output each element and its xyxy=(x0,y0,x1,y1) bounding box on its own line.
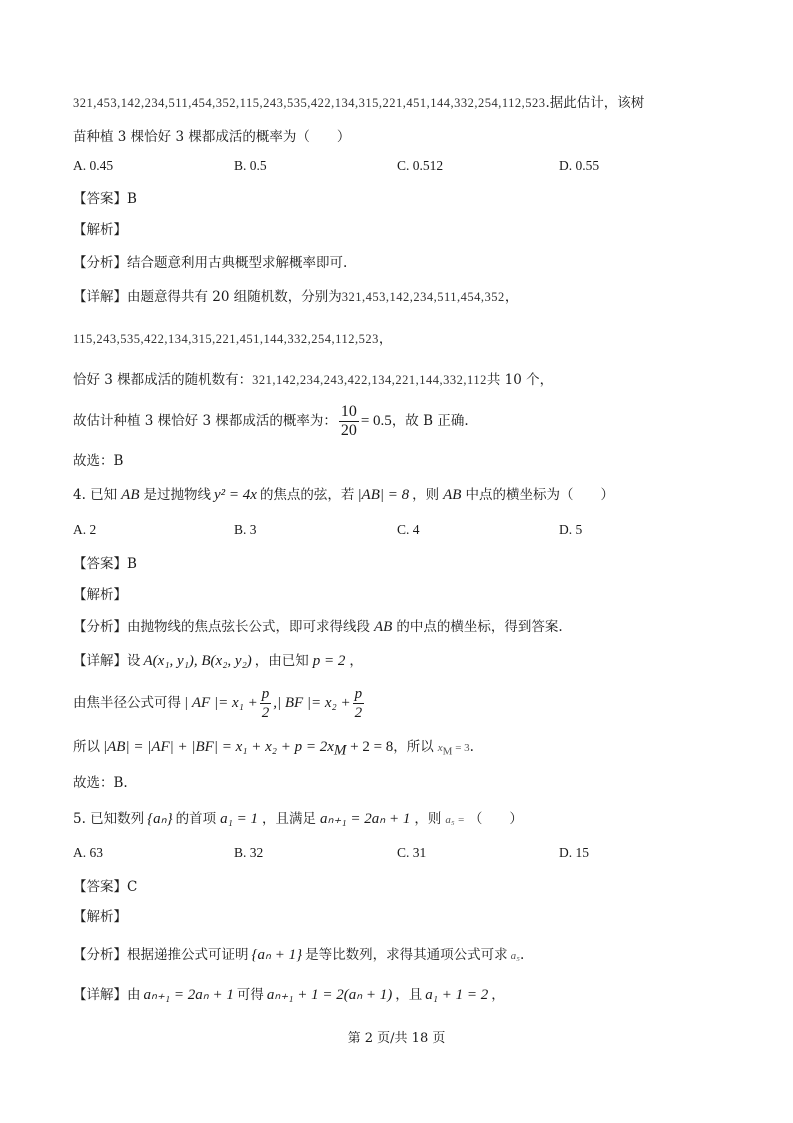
q4-so-xm-sub: M xyxy=(442,745,453,758)
q4-stem-text2: 的焦点的弦，若 xyxy=(259,487,355,503)
q4-so-equation: |AB| = |AF| + |BF| = x₁ + x₂ + p = 2x xyxy=(103,739,334,755)
q3-question-line: 苗种植 3 棵恰好 3 棵都成活的概率为（ ） xyxy=(73,129,351,145)
q3-xiangjie-prefix: 【详解】由题意得共有 20 组随机数，分别为 xyxy=(73,289,342,305)
q4-fenxi xyxy=(73,617,563,637)
q4-focal-af: | AF |= x₁ + xyxy=(184,695,258,711)
q3-xiangjie-line2 xyxy=(73,329,392,349)
q3-estimate-line xyxy=(73,400,469,442)
q3-random-numbers: 321,453,142,234,511,454,352,115,243,535,422,134,315,221,451,144,332,254,112,523 xyxy=(73,96,546,110)
q3-option-c: C. 0.512 xyxy=(397,158,444,173)
q4-stem-text4: 中点的横坐标为（ ） xyxy=(465,487,614,503)
q5-first-term: a₁ = 1 xyxy=(220,811,258,827)
q5-xj-initial: a₁ + 1 = 2 xyxy=(425,987,489,1003)
q5-stem-text1: 的首项 xyxy=(175,811,217,827)
q5-fenxi-end: . xyxy=(519,947,525,963)
q4-fraction-1-num: p xyxy=(261,686,270,702)
q5-fenxi xyxy=(73,945,524,966)
q4-option-d: D. 5 xyxy=(559,522,583,537)
q5-xiangjie xyxy=(73,985,505,1005)
q3-exact-line xyxy=(73,370,553,390)
q5-recurrence: aₙ₊₁ = 2aₙ + 1 xyxy=(320,811,411,827)
q5-fenxi-a5: a₅ xyxy=(510,950,520,962)
q4-focal-line xyxy=(73,682,366,724)
q3-line1-tail: .据此估计，该树 xyxy=(545,95,645,111)
q4-so-xm-val: = 3 xyxy=(452,742,470,754)
q5-xj-text3: ，且 xyxy=(395,987,423,1003)
q4-focal-bf: ,| BF |= x₂ + xyxy=(273,695,351,711)
q3-xiangjie-line1 xyxy=(73,287,518,307)
q5-stem-number: 5. 已知数列 xyxy=(73,811,145,827)
q3-fraction-numerator: 10 xyxy=(340,403,357,420)
q3-fenxi: 【分析】结合题意利用古典概型求解概率即可. xyxy=(73,255,348,271)
q5-sequence: {aₙ} xyxy=(147,811,173,827)
q5-stem-text3: ，则 xyxy=(414,811,442,827)
q5-xj-recurrence: aₙ₊₁ = 2aₙ + 1 xyxy=(143,987,234,1003)
q5-xj-text2: 可得 xyxy=(236,987,264,1003)
q4-segment-ab-2: AB xyxy=(443,487,462,503)
q3-option-a: A. 0.45 xyxy=(73,158,114,173)
q3-xiangjie-numbers2: 115,243,535,422,134,315,221,451,144,332,254,112,523 xyxy=(73,332,379,346)
q3-choose: 故选：B xyxy=(73,453,124,469)
q4-stem-number: 4. 已知 xyxy=(73,487,118,503)
q5-fenxi-sequence: {aₙ + 1} xyxy=(251,947,303,963)
q3-numbers-line xyxy=(73,93,644,113)
q4-fraction-2 xyxy=(353,685,365,722)
q3-option-b: B. 0.5 xyxy=(234,158,267,173)
q5-option-a: A. 63 xyxy=(73,845,103,860)
q5-fenxi-text1: 【分析】根据递推公式可证明 xyxy=(73,947,249,963)
q3-estimate-suffix: ，故 B 正确. xyxy=(391,413,469,429)
q3-exact-numbers: 321,142,234,243,422,134,221,144,332,112 xyxy=(252,373,487,387)
q3-fraction xyxy=(339,403,359,440)
q4-fraction-1 xyxy=(260,685,272,722)
q4-fenxi-text1: 【分析】由抛物线的焦点弦长公式，即可求得线段 xyxy=(73,619,370,635)
q5-stem xyxy=(73,809,523,830)
q3-fraction-result: = 0.5 xyxy=(360,413,392,429)
q5-stem-text4: （ ） xyxy=(468,811,523,827)
q4-xj-points: A(x₁, y₁), B(x₂, y₂) xyxy=(143,653,252,669)
q4-fraction-2-den: 2 xyxy=(354,705,363,721)
q3-fraction-denominator: 20 xyxy=(340,422,357,439)
q4-fraction-1-den: 2 xyxy=(261,705,270,721)
q5-xj-text1: 【详解】由 xyxy=(73,987,141,1003)
q4-analysis-title: 【解析】 xyxy=(73,587,127,603)
q4-choose: 故选：B. xyxy=(73,775,128,791)
q3-xiangjie-numbers1: 321,453,142,234,511,454,352 xyxy=(341,290,505,304)
q3-analysis-title: 【解析】 xyxy=(73,222,127,238)
q4-parabola: y² = 4x xyxy=(214,487,257,503)
q5-option-d: D. 15 xyxy=(559,845,589,860)
q5-answer: 【答案】C xyxy=(73,879,138,895)
q4-xj-p: p = 2 xyxy=(312,653,346,669)
q4-option-c: C. 4 xyxy=(397,522,420,537)
q4-so-end: . xyxy=(469,739,474,755)
q5-fenxi-text2: 是等比数列，求得其通项公式可求 xyxy=(305,947,508,963)
q4-xj-text3: ， xyxy=(349,653,363,669)
q4-so-equation-2: + 2 = 8 xyxy=(346,739,394,755)
q3-exact-prefix: 恰好 3 棵都成活的随机数有： xyxy=(73,372,253,388)
q3-xiangjie-comma1: ， xyxy=(504,289,519,305)
q4-fenxi-text2: 的中点的横坐标，得到答案. xyxy=(396,619,563,635)
q4-so-line xyxy=(73,737,474,762)
q4-length-condition: |AB| = 8 xyxy=(357,487,410,503)
q4-so-mid: ，所以 xyxy=(393,739,434,755)
q4-fenxi-ab: AB xyxy=(374,619,393,635)
q4-xiangjie xyxy=(73,651,363,671)
q4-fraction-2-num: p xyxy=(354,686,363,702)
q4-option-b: B. 3 xyxy=(234,522,257,537)
q4-stem-text3: ，则 xyxy=(412,487,440,503)
q4-xj-text1: 【详解】设 xyxy=(73,653,141,669)
q3-exact-suffix: 共 10 个， xyxy=(486,372,554,388)
q4-option-a: A. 2 xyxy=(73,522,97,537)
q3-answer: 【答案】B xyxy=(73,191,137,207)
q4-so-xm: x xyxy=(437,742,443,754)
q5-analysis-title: 【解析】 xyxy=(73,909,127,925)
q3-option-d: D. 0.55 xyxy=(559,158,600,173)
q5-option-c: C. 31 xyxy=(397,845,427,860)
q4-answer: 【答案】B xyxy=(73,556,137,572)
q5-option-b: B. 32 xyxy=(234,845,264,860)
q5-xj-recurrence-2: aₙ₊₁ + 1 = 2(aₙ + 1) xyxy=(266,987,393,1003)
q4-so-sub-m: M xyxy=(333,742,347,759)
q4-segment-ab: AB xyxy=(121,487,140,503)
q3-estimate-prefix: 故估计种植 3 棵恰好 3 棵都成活的概率为： xyxy=(73,413,337,429)
q4-stem-text1: 是过抛物线 xyxy=(143,487,211,503)
q5-xj-text4: ， xyxy=(491,987,505,1003)
q3-xiangjie-comma2: ， xyxy=(378,331,393,347)
q5-a5: a₅ = xyxy=(445,814,465,826)
q4-so-prefix: 所以 xyxy=(73,739,100,755)
q4-focal-prefix: 由焦半径公式可得 xyxy=(73,695,181,711)
q4-xj-text2: ，由已知 xyxy=(254,653,309,669)
q4-stem xyxy=(73,485,614,505)
page-footer: 第 2 页/共 18 页 xyxy=(347,1031,446,1046)
q5-stem-text2: ，且满足 xyxy=(262,811,316,827)
